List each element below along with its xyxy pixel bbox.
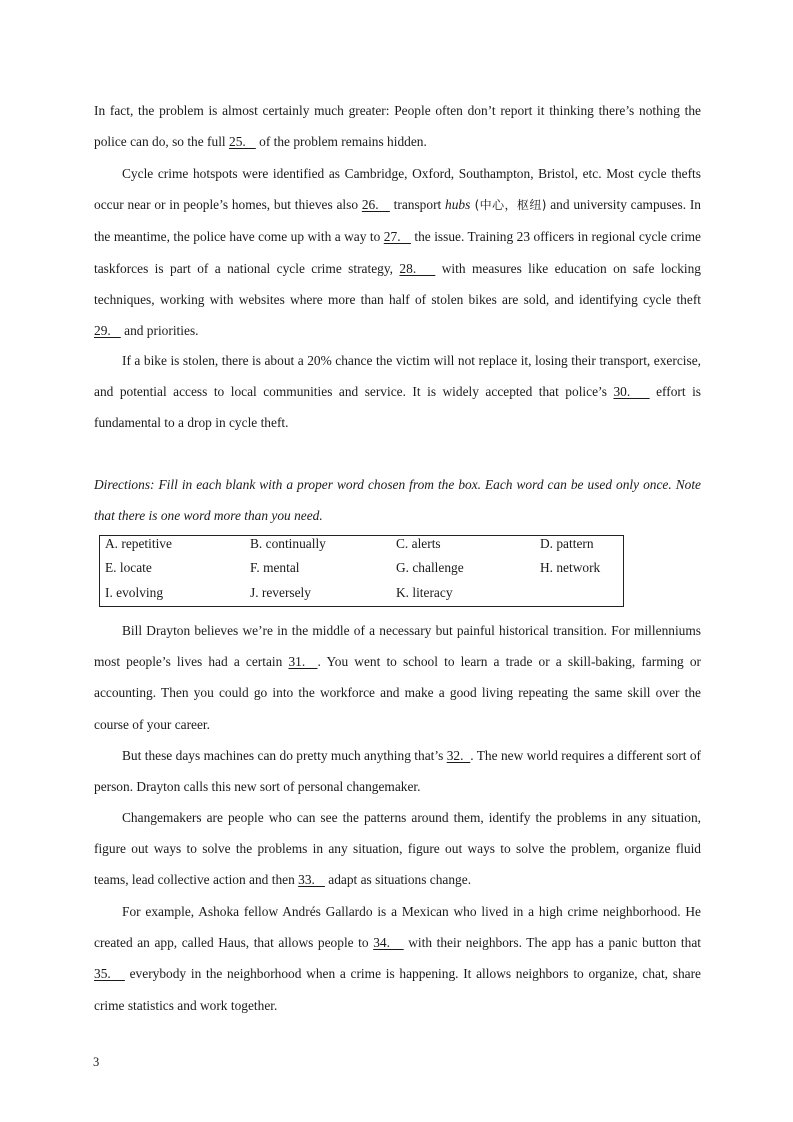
paragraph-5 [94, 740, 701, 802]
text: Bill Drayton believes we’re in the middle of a necessary but painful historical transition. For millenniums most people’s lives had a certain [94, 623, 701, 670]
word-box-row [100, 536, 623, 558]
word-option: J. reversely [250, 585, 311, 600]
text: Cycle crime hotspots were identified as Cambridge, Oxford, Southampton, Bristol, etc. Most cycle thefts occur near or in people’s homes, but thieves also [94, 166, 701, 213]
word-option: E. locate [105, 560, 152, 575]
blank-28[interactable]: 28. [399, 260, 436, 276]
word-option: H. network [540, 560, 601, 575]
blank-32[interactable]: 32. [446, 748, 471, 763]
text: adapt as situations change. [324, 872, 472, 888]
paragraph-4 [94, 615, 701, 740]
text: But these days machines can do pretty much anything that’s [122, 748, 447, 763]
paragraph-7 [94, 896, 701, 1021]
word-option: K. literacy [396, 585, 453, 600]
blank-25[interactable]: 25. [229, 134, 256, 150]
text: the issue. Training 23 officers in regional cycle crime taskforces is part of a national cycle crime strategy, [94, 229, 702, 276]
blank-26[interactable]: 26. [361, 197, 390, 213]
blank-34[interactable]: 34. [373, 935, 404, 951]
word-box-row [100, 585, 623, 607]
text: If a bike is stolen, there is about a 20% chance the victim will not replace it, losing their transport, exercise, and potential access to local communities and service. It is widely accepted that police’s [94, 353, 701, 400]
text: of the problem remains hidden. [255, 134, 427, 150]
word-option: C. alerts [396, 536, 441, 551]
text: effort is fundamental to a drop in cycle theft. [94, 384, 702, 431]
term-hubs: hubs [445, 197, 471, 213]
text: and priorities. [120, 323, 199, 339]
text: . You went to school to learn a trade or a skill-baking, farming or accounting. Then you could go into the workforce and make a good living repeating the same skill over the course of your career. [94, 654, 702, 732]
word-option: B. continually [250, 536, 326, 551]
blank-27[interactable]: 27. [383, 229, 411, 245]
paragraph-3 [94, 345, 701, 439]
paragraph-2 [94, 158, 701, 346]
word-box [99, 535, 624, 607]
text: everybody in the neighborhood when a crime is happening. It allows neighbors to organize, chat, share crime statistics and work together. [94, 966, 701, 1013]
page-number: 3 [93, 1055, 100, 1069]
word-option: D. pattern [540, 536, 594, 551]
text: and university campuses. In the meantime, the police have come up with a way to [94, 197, 701, 245]
text: Changemakers are people who can see the patterns around them, identify the problems in any situation, figure out ways to solve the problems in any situation, figure out ways to solve the problem, organize fluid teams, lead collective action and then [94, 810, 701, 888]
blank-33[interactable]: 33. [298, 872, 325, 888]
paragraph-1 [94, 95, 701, 157]
blank-31[interactable]: 31. [288, 654, 318, 670]
word-option: A. repetitive [105, 536, 172, 551]
text: with measures like education on safe locking techniques, working with websites where more than half of stolen bikes are sold, and identifying cycle theft [94, 260, 702, 307]
chinese-gloss: (中心，枢纽) [470, 198, 547, 213]
blank-35[interactable]: 35. [94, 966, 125, 982]
text: For example, Ashoka fellow Andrés Gallardo is a Mexican who lived in a high crime neighborhood. He created an app, called Haus, that allows people to [94, 904, 701, 951]
word-option: G. challenge [396, 560, 464, 575]
word-box-row [100, 560, 623, 582]
word-option: I. evolving [105, 585, 164, 600]
paragraph-6 [94, 802, 701, 896]
blank-30[interactable]: 30. [613, 384, 650, 400]
text: with their neighbors. The app has a panic button that [403, 935, 701, 951]
text: . The new world requires a different sort of person. Drayton calls this new sort of personal changemaker. [94, 748, 702, 795]
blank-29[interactable]: 29. [94, 323, 121, 339]
directions: Directions: Fill in each blank with a proper word chosen from the box. Each word can be used only once. Note that there is one word more than you need. [94, 477, 701, 524]
text: In fact, the problem is almost certainly much greater: People often don’t report it thinking there’s nothing the police can do, so the full [94, 103, 701, 150]
text: transport [389, 197, 446, 213]
word-option: F. mental [250, 560, 300, 575]
